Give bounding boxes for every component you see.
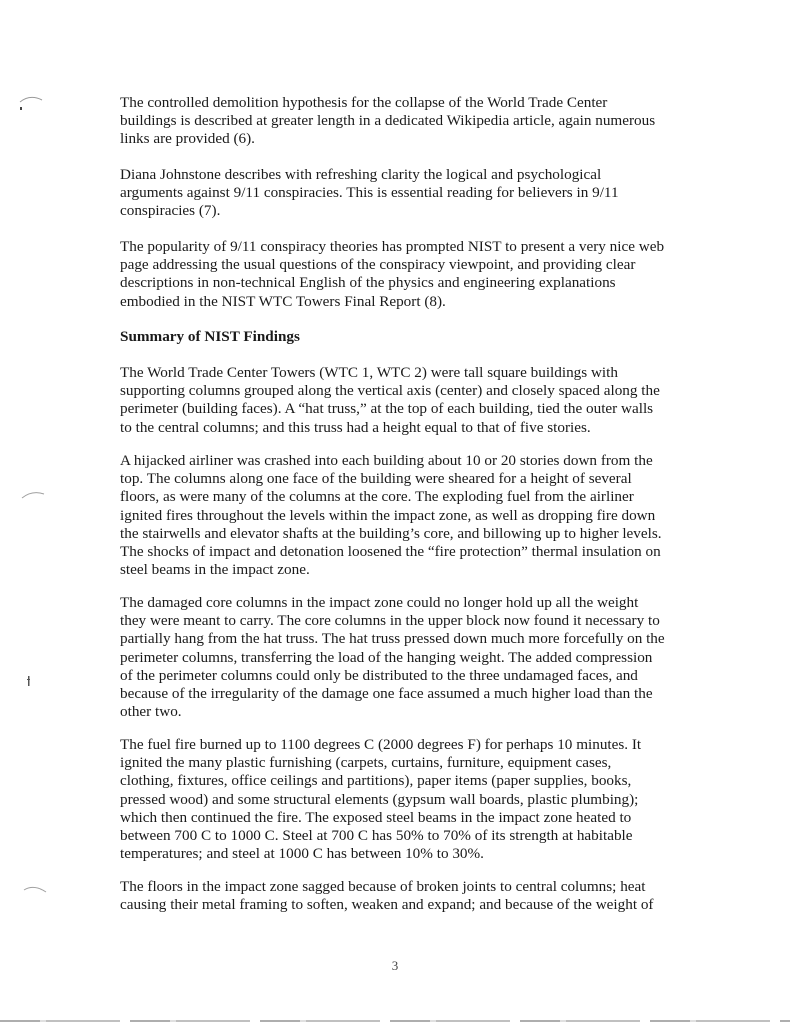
paragraph [120,452,662,579]
text-line: between 700 C to 1000 C. Steel at 700 C has 50% to 70% of its strength at habitable [120,827,633,845]
paragraph [120,238,664,311]
text-line: The floors in the impact zone sagged because of broken joints to central columns; heat [120,878,646,895]
text-line: The World Trade Center Towers (WTC 1, WTC 2) were tall square buildings with [120,364,618,381]
paragraph [120,594,665,721]
text-line: because of the irregularity of the damage one face assumed a much higher load than the [120,685,653,703]
text-line: partially hang from the hat truss. The hat truss pressed down much more forcefully on the [120,630,665,648]
text-line: page addressing the usual questions of the conspiracy viewpoint, and providing clear [120,256,636,274]
punch-hole-mark-top [16,92,46,116]
paragraph [120,878,653,914]
text-line: Diana Johnstone describes with refreshing clarity the logical and psychological [120,166,602,183]
text-line: A hijacked airliner was crashed into each building about 10 or 20 stories down from the [120,452,653,469]
punch-hole-mark-middle [18,488,48,502]
text-line: of the perimeter columns could only be distributed to the three undamaged faces, and [120,666,638,684]
text-line: to the central columns; and this truss had a height equal to that of five stories. [120,418,591,436]
page-number: 3 [391,958,399,973]
punch-hole-mark-bottom [20,884,50,898]
section-heading [120,328,300,346]
text-line: The shocks of impact and detonation loosened the “fire protection” thermal insulation on [120,543,661,561]
text-line: steel beams in the impact zone. [120,561,310,579]
text-line: perimeter (building faces). A “hat truss,” at the top of each building, tied the outer walls [120,400,654,418]
text-line: buildings is described at greater length in a dedicated Wikipedia article, again numerous [120,112,656,130]
text-line: The fuel fire burned up to 1100 degrees C (2000 degrees F) for perhaps 10 minutes. It [120,736,642,753]
text-line: The controlled demolition hypothesis for the collapse of the World Trade Center [120,94,608,111]
text-line: top. The columns along one face of the building were sheared for a height of several [120,470,632,488]
paragraph [120,736,641,863]
text-line: clothing, fixtures, office ceilings and partitions), paper items (paper supplies, books, [120,772,632,790]
paragraph [120,364,660,437]
text-line: floors, as were many of the columns at the core. The exploding fuel from the airliner [120,488,634,506]
text-line: The popularity of 9/11 conspiracy theories has prompted NIST to present a very nice web [120,238,665,255]
text-line: causing their metal framing to soften, weaken and expand; and because of the weight of [120,896,654,914]
paragraph [120,166,619,221]
text-line: perimeter columns, transferring the load of the hanging weight. The added compression [120,648,653,666]
text-line: they were meant to carry. The core columns in the upper block now found it necessary to [120,612,660,630]
text-line: supporting columns grouped along the vertical axis (center) and closely spaced along the [120,382,660,400]
text-line: The damaged core columns in the impact zone could no longer hold up all the weight [120,594,639,611]
text-line: ignited fires throughout the levels within the impact zone, as well as dropping fire down [120,506,656,524]
text-line: the stairwells and elevator shafts at the building’s core, and billowing up to higher levels. [120,524,662,542]
text-line: pressed wood) and some structural elements (gypsum wall boards, plastic plumbing); [120,790,639,808]
scan-bottom-edge [0,1020,790,1022]
text-line: which then continued the fire. The exposed steel beams in the impact zone heated to [120,808,632,826]
text-line: embodied in the NIST WTC Towers Final Report (8). [120,292,446,310]
paragraph [120,94,655,149]
text-line: links are provided (6). [120,130,255,148]
text-line: arguments against 9/11 conspiracies. This is essential reading for believers in 9/11 [120,184,619,202]
scan-speck [26,676,32,688]
text-line: descriptions in non-technical English of the physics and engineering explanations [120,274,616,292]
text-line: ignited the many plastic furnishing (carpets, curtains, furniture, equipment cases, [120,754,612,772]
text-line: conspiracies (7). [120,202,221,220]
text-line: temperatures; and steel at 1000 C has between 10% to 30%. [120,845,484,863]
heading-text: Summary of NIST Findings [120,328,300,345]
text-line: other two. [120,703,182,721]
